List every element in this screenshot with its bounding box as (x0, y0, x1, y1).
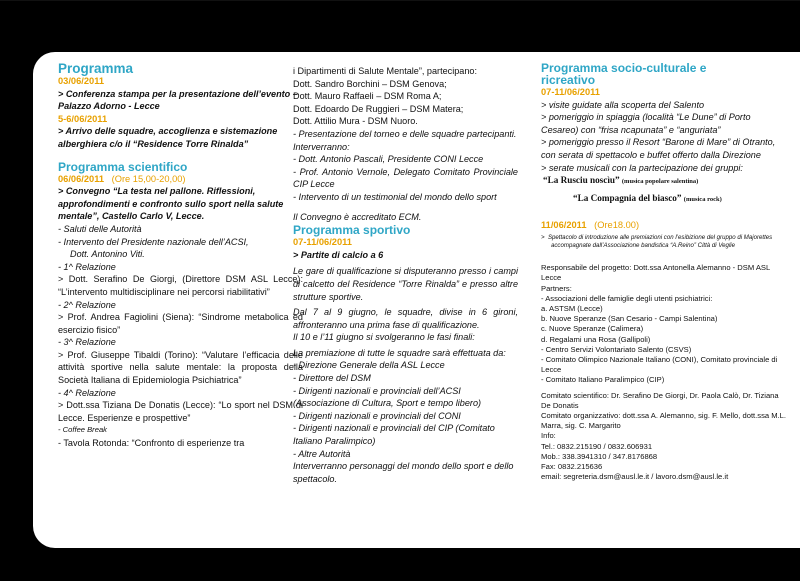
coffee-break: - Coffee Break (58, 425, 107, 435)
award-2: - Direttore del DSM (293, 373, 371, 384)
tavola-continued: i Dipartimenti di Salute Mentale”, partecipano: (293, 66, 477, 76)
partner-2: a. ASTSM (Lecce) (541, 303, 603, 313)
relazione-4-text: > Dott.ssa Tiziana De Donatis (Lecce): “Lo sport nel DSM di Lecce. Esperienze e prospettive” (58, 400, 303, 423)
social-item-2: > pomeriggio in spiaggia (località “Le Dune” di Porto Cesareo) con “frisa ncapunata” e “anguriata” (541, 112, 751, 135)
fax: Fax: 0832.215636 (541, 461, 603, 471)
band-2-note: (musica rock) (683, 195, 722, 203)
responsabile: Responsabile del progetto: Dott.ssa Antonella Alemanno - DSM ASL Lecce (541, 263, 770, 283)
award-3: - Dirigenti nazionali e provinciali dell’ACSI (Associazione di Cultura, Sport e tempo libero) (293, 385, 482, 409)
participant-1: Dott. Sandro Borchini – DSM Genova; (293, 78, 447, 89)
item-arrival: > Arrivo delle squadre, accoglienza e sistemazione alberghiera c/o il “Residence Torre Rinalda” (58, 126, 278, 149)
partner-1: - Associazioni delle famiglie degli utenti psichiatrici: (541, 293, 713, 303)
participant-2: Dott. Mauro Raffaeli – DSM Roma A; (293, 91, 442, 102)
arrow-icon: > (541, 233, 548, 241)
partner-5: d. Regalami una Rosa (Gallipoli) (541, 334, 651, 344)
partner-8: - Comitato Italiano Paralimpico (CIP) (541, 375, 665, 385)
crop-mark-top (0, 0, 800, 1)
participant-4: Dott. Attilio Mura - DSM Nuoro. (293, 116, 418, 127)
date-11: 11/06/2011 (541, 220, 587, 231)
intervento-name: Dott. Antonino Viti. (70, 249, 145, 260)
partner-3: b. Nuove Speranze (San Cesario - Campi Salentina) (541, 314, 718, 324)
bottom-border (0, 549, 800, 581)
relazione-3-text: > Prof. Giuseppe Tibaldi (Torino): “Valutare l’efficacia delle attività sportive nella salute mentale: la proposta della Società Italiana di Epidemiologia Psichiatrica” (58, 349, 303, 386)
award-6: - Altre Autorità (293, 448, 351, 459)
award-4: - Dirigenti nazionali e provinciali del CONI (293, 410, 461, 421)
speaker-2: - Prof. Antonio Vernole, Delegato Comitato Provinciale CIP Lecce (293, 166, 518, 190)
relazione-1-label: - 1^ Relazione (58, 261, 116, 272)
scientific-time: (Ore 15,00-20,00) (111, 173, 186, 184)
telephone: Tel.: 0832.215190 / 0832.606931 (541, 441, 653, 451)
band-2: “La Compagnia del biasco” (573, 192, 682, 203)
speaker-1: - Dott. Antonio Pascali, Presidente CONI Lecce (293, 154, 484, 165)
program-title: Programma (58, 61, 134, 76)
award-7: Interverranno personaggi del mondo dello sport e dello spettacolo. (293, 461, 514, 484)
relazione-2-text: > Prof. Andrea Fagiolini (Siena): “Sindrome metabolica ed esercizio fisico” (58, 312, 303, 335)
presentazione-torneo: - Presentazione del torneo e delle squadre partecipanti. (293, 128, 517, 139)
sport-title: Programma sportivo (293, 223, 411, 238)
relazione-3-label: - 3^ Relazione (58, 337, 116, 348)
scientific-date: 06/06/2011 (58, 173, 105, 184)
social-title-1: Programma socio-culturale e (541, 61, 707, 75)
gare-qualificazione: Le gare di qualificazione si disputeranno presso i campi di calcetto del Residence “Torre Rinalda” e presso altre strutture sportive. (293, 266, 518, 302)
social-item-4: > serate musicali con la partecipazione dei gruppi: (541, 162, 743, 173)
spettacolo-text: Spettacolo di introduzione alle premiazioni con l’esibizione del gruppo di Majorettes accompagnate dall’Associazione bandistica “A.Reino” Città di Veglie (547, 233, 773, 249)
date-1: 03/06/2011 (58, 76, 105, 86)
award-1: - Direzione Generale della ASL Lecce (293, 360, 445, 371)
intervento: - Intervento del Presidente nazionale dell’ACSI, (58, 236, 249, 247)
column-social (541, 62, 786, 482)
relazione-2-label: - 2^ Relazione (58, 299, 116, 310)
social-date: 07-11/06/2011 (541, 87, 600, 97)
band-1-note: (musica popolare salentina) (621, 178, 699, 186)
award-5: - Dirigenti nazionali e provinciali del CIP (Comitato Italiano Paralimpico) (293, 423, 495, 447)
partners-label: Partners: (541, 283, 572, 293)
interverranno-label: Interverranno: (293, 141, 350, 152)
speaker-3: - Intervento di un testimonial del mondo dello sport (293, 191, 497, 202)
info-label: Info: (541, 431, 556, 441)
social-title-2: ricreativo (541, 73, 596, 87)
column-convegno-sport (293, 65, 518, 485)
mobile: Mob.: 338.3941310 / 347.8176868 (541, 451, 658, 461)
date-2: 5-6/06/2011 (58, 113, 108, 124)
email[interactable]: email: segreteria.dsm@ausl.le.it / lavoro.dsm@ausl.le.it (541, 472, 729, 482)
comitato-scientifico: Comitato scientifico: Dr. Serafino De Giorgi, Dr. Paola Calò, Dr. Tiziana De Donatis (541, 390, 779, 410)
partner-6: - Centro Servizi Volontariato Salento (CSVS) (541, 344, 692, 354)
comitato-organizzativo: Comitato organizzativo: dott.ssa A. Alemanno, sig. F. Mello, dott.ssa M.L. Marra, sig. C. Margarito (541, 410, 786, 431)
participant-3: Dott. Edoardo De Ruggieri – DSM Matera; (293, 103, 464, 114)
social-item-3: > pomeriggio presso il Resort “Barone di Mare” di Otranto, con serata di spettacolo e buffet offerto dalla Direzione (541, 137, 776, 160)
partner-7: - Comitato Olimpico Nazionale Italiano (CONI), Comitato provinciale di Lecce (541, 354, 778, 375)
ecm-note: Il Convegno è accreditato ECM. (293, 211, 422, 222)
relazione-4-label: - 4^ Relazione (58, 387, 116, 398)
giugno-gironi: Dal 7 al 9 giugno, le squadre, divise in 6 gironi, affronteranno una prima fase di qualificazione. (293, 307, 518, 330)
tavola-rotonda: - Tavola Rotonda: “Confronto di esperienze tra (58, 438, 245, 449)
premiazione: La premiazione di tutte le squadre sarà effettuata da: (293, 347, 506, 358)
fasi-finali: Il 10 e l’11 giugno si svolgeranno le fasi finali: (293, 332, 475, 343)
sport-date: 07-11/06/2011 (293, 237, 352, 248)
band-1: “La Rusciu noscìu” (543, 175, 620, 186)
social-item-1: > visite guidate alla scoperta del Salento (541, 99, 705, 110)
scientific-title: Programma scientifico (58, 159, 188, 174)
time-11: (Ore18.00) (594, 220, 640, 231)
brochure-panel (33, 52, 800, 548)
partner-4: c. Nuove Speranze (Calimera) (541, 324, 644, 334)
saluti: - Saluti delle Autorità (58, 223, 142, 234)
convegno-title: > Convegno “La testa nel pallone. Riflessioni, approfondimenti e confronto sullo sport nella salute mentale”, Castello Carlo V, Lecce. (58, 186, 284, 222)
item-press-conference: > Conferenza stampa per la presentazione dell’evento – Palazzo Adorno - Lecce (58, 88, 298, 112)
partite-calcio: > Partite di calcio a 6 (293, 249, 384, 260)
relazione-1-text: > Dott. Serafino De Giorgi, (Direttore DSM ASL Lecce): “L’intervento multidisciplinare nei percorsi riabilitativi” (58, 274, 303, 297)
column-program (58, 62, 303, 450)
